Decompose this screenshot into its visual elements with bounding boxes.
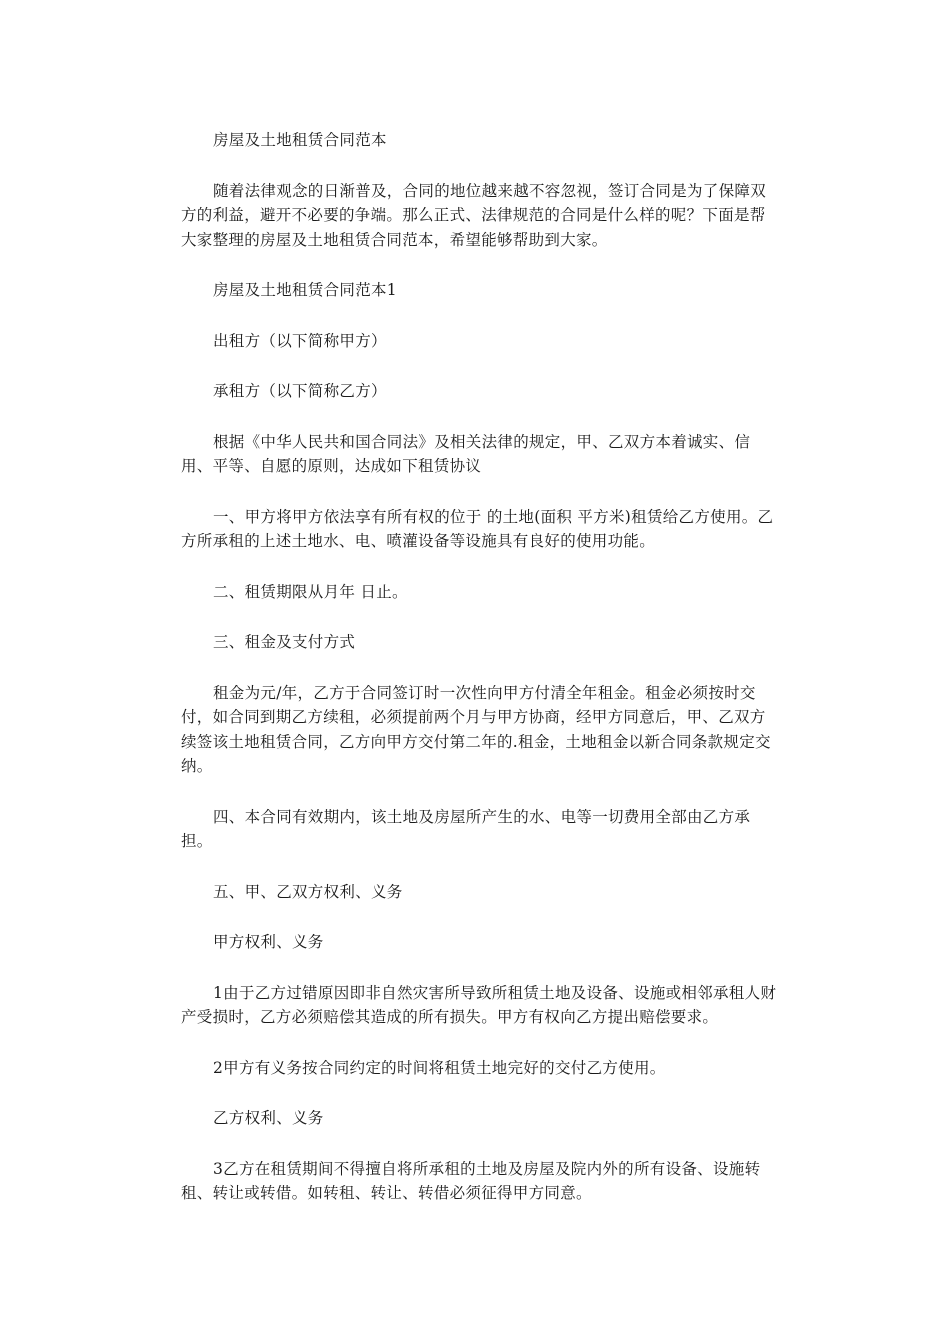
section-heading: 房屋及土地租赁合同范本1	[213, 281, 397, 299]
clause-1: 一、甲方将甲方依法享有所有权的位于 的土地(面积 平方米)租赁给乙方使用。乙方所承租的上述土地水、电、喷灌设备等设施具有良好的使用功能。	[181, 507, 774, 550]
lessor-line: 出租方（以下简称甲方）	[213, 331, 387, 350]
party-a-heading: 甲方权利、义务	[213, 933, 324, 951]
clause-3-heading: 三、租金及支付方式	[213, 633, 356, 651]
party-b-item-3: 3乙方在租赁期间不得擅自将所承租的土地及房屋及院内外的所有设备、设施转租、转让或转借。如转租、转让、转借必须征得甲方同意。	[181, 1159, 761, 1202]
lessee-line: 承租方（以下简称乙方）	[213, 382, 387, 400]
clause-4: 四、本合同有效期内，该土地及房屋所产生的水、电等一切费用全部由乙方承担。	[181, 807, 751, 850]
clause-2: 二、租赁期限从月年 日止。	[213, 582, 408, 601]
document-title: 房屋及土地租赁合同范本	[213, 131, 387, 149]
party-a-item-1: 1由于乙方过错原因即非自然灾害所导致所租赁土地及设备、设施或相邻承租人财产受损时，乙方必须赔偿其造成的所有损失。甲方有权向乙方提出赔偿要求。	[181, 983, 777, 1026]
document-page	[181, 128, 781, 1232]
intro-paragraph: 随着法律观念的日渐普及，合同的地位越来越不容忽视，签订合同是为了保障双方的利益，避开不必要的争端。那么正式、法律规范的合同是什么样的呢？下面是帮大家整理的房屋及土地租赁合同范本，希望能够帮助到大家。	[181, 181, 767, 249]
party-b-heading: 乙方权利、义务	[213, 1109, 324, 1127]
legal-basis-paragraph: 根据《中华人民共和国合同法》及相关法律的规定，甲、乙双方本着诚实、信用、平等、自愿的原则，达成如下租赁协议	[181, 432, 751, 475]
party-a-item-2: 2甲方有义务按合同约定的时间将租赁土地完好的交付乙方使用。	[213, 1058, 666, 1077]
clause-5-heading: 五、甲、乙双方权利、义务	[213, 882, 403, 901]
rent-paragraph: 租金为元/年，乙方于合同签订时一次性向甲方付清全年租金。租金必须按时交付，如合同到期乙方续租，必须提前两个月与甲方协商，经甲方同意后，甲、乙双方续签该土地租赁合同，乙方向甲方交付第二年的.租金，土地租金以新合同条款规定交纳。	[181, 683, 771, 775]
